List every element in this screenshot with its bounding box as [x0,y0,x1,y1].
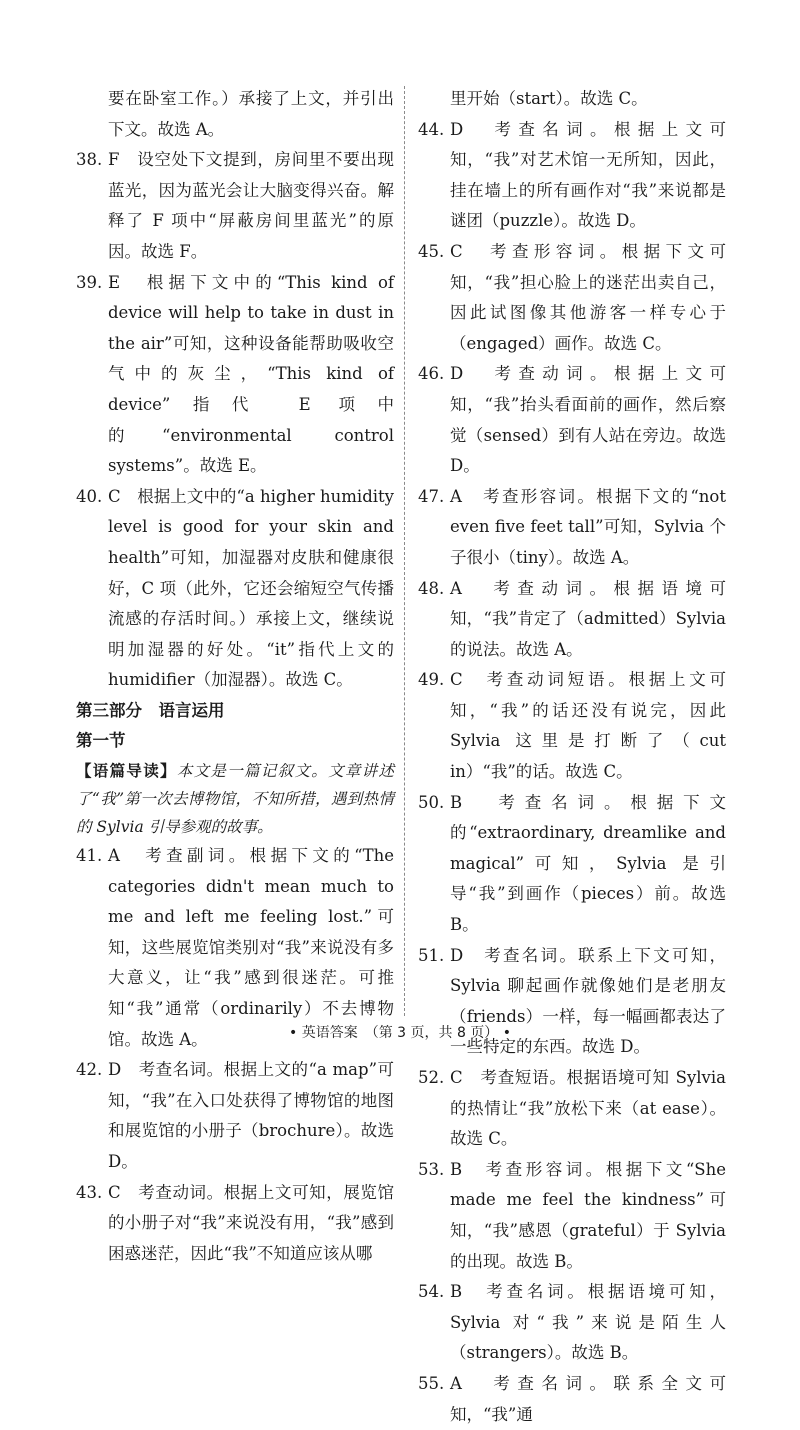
item-number: 41. [76,846,103,866]
answer-item-45 [418,237,726,359]
item-text: A 考查名词。联系全文可知，“我”通 [450,1373,726,1424]
item-number: 46. [418,364,445,384]
item-number: 39. [76,272,103,292]
item-text: B 考查名词。根据语境可知，Sylvia 对“我”来说是陌生人（strangers）。故选 B。 [450,1282,726,1363]
item-number: 55. [418,1373,445,1393]
answer-item-39 [76,268,394,482]
answer-item-43 [76,1178,394,1270]
item-number: 40. [76,486,103,506]
sub-section-title: 第一节 [76,731,126,751]
item-number: 52. [418,1068,445,1087]
item-text: B 考查形容词。根据下文“She made me feel the kindness”可知，“我”感恩（grateful）于 Sylvia 的出现。故选 B。 [450,1159,726,1271]
answer-item-47 [418,482,726,574]
item-text: A 考查副词。根据下文的“The categories didn't mean much to me and left me feeling lost.”可知，这些展览馆类别对“我”来说没有多大意义，让“我”感到很迷茫。可推知“我”通常（ordinarily）不去博物馆。故选 A。 [108,846,394,1049]
answer-item-38 [76,145,394,267]
reading-guide-tag: 【语篇导读】 [76,762,177,781]
item-number: 38. [76,150,103,170]
item-number: 54. [418,1282,445,1302]
answer-item-51 [418,941,726,1063]
item-number: 43. [76,1182,103,1202]
item-text: A 考查动词。根据语境可知，“我”肯定了（admitted）Sylvia 的说法。故选 A。 [450,578,726,659]
left-column [76,84,394,1269]
item-text: D 考查名词。联系上下文可知，Sylvia 聊起画作就像她们是老朋友（friends）一样，每一幅画都表达了一些特定的东西。故选 D。 [450,945,726,1057]
item-text: D 考查动词。根据上文可知，“我”抬头看面前的画作，然后察觉（sensed）到有人站在旁边。故选 D。 [450,364,726,476]
answer-item-42 [76,1055,394,1177]
answer-item-54 [418,1277,726,1369]
item-number: 44. [418,119,445,139]
q43-continuation: 里开始（start）。故选 C。 [450,89,648,108]
answer-item-52 [418,1063,726,1155]
item-text: A 考查形容词。根据下文的“not even five feet tall”可知，Sylvia 个子很小（tiny）。故选 A。 [450,486,726,567]
item-text: C 考查动词。根据上文可知，展览馆的小册子对“我”来说没有用，“我”感到困惑迷茫，因此“我”不知道应该从哪 [108,1182,394,1263]
item-number: 49. [418,670,445,690]
item-text: F 设空处下文提到，房间里不要出现蓝光，因为蓝光会让大脑变得兴奋。解释了 F 项中“屏蔽房间里蓝光”的原因。故选 F。 [108,150,394,261]
right-column [418,84,726,1430]
item-number: 42. [76,1060,103,1080]
answer-item-44 [418,115,726,237]
item-number: 51. [418,945,445,965]
answer-item-40 [76,482,394,696]
section-title: 第三部分 语言运用 [76,700,225,720]
reading-guide-text: 本文是一篇记叙文。文章讲述了“我”第一次去博物馆，不知所措，遇到热情的 Sylvia 引导参观的故事。 [76,762,394,837]
answer-item-53 [418,1155,726,1277]
column-divider [404,86,405,1016]
item-number: 53. [418,1159,445,1179]
item-number: 47. [418,486,445,506]
answer-item-46 [418,359,726,481]
item-text: E 根据下文中的“This kind of device will help to take in dust in the air”可知，这种设备能帮助吸收空气中的灰尘，“This kind of device”指代 E 项中的“environmental control systems”。故选 E。 [108,272,394,476]
item-text: D 考查名词。根据上文的“a map”可知，“我”在入口处获得了博物馆的地图和展览馆的小册子（brochure）。故选 D。 [108,1060,394,1171]
item-text: B 考查名词。根据下文的“extraordinary, dreamlike and magical”可知，Sylvia 是引导“我”到画作（pieces）前。故选 B。 [450,792,726,935]
item-number: 50. [418,792,445,812]
item-number: 48. [418,578,445,598]
answer-item-50 [418,788,726,941]
page-footer: • 英语答案 （第 3 页，共 8 页） • [288,1025,512,1041]
item-number: 45. [418,241,445,261]
item-text: D 考查名词。根据上文可知，“我”对艺术馆一无所知，因此，挂在墙上的所有画作对“我”来说都是谜团（puzzle）。故选 D。 [450,119,726,231]
reading-guide [76,757,394,841]
q37-continuation: 要在卧室工作。）承接了上文，并引出下文。故选 A。 [108,89,394,139]
item-text: C 考查短语。根据语境可知 Sylvia 的热情让“我”放松下来（at ease）。故选 C。 [450,1068,726,1149]
item-text: C 考查形容词。根据下文可知，“我”担心脸上的迷茫出卖自己，因此试图像其他游客一样专心于（engaged）画作。故选 C。 [450,241,726,353]
item-text: C 根据上文中的“a higher humidity level is good for your skin and health”可知，加湿器对皮肤和健康很好，C 项（此外，它还会缩短空气传播流感的存活时间。）承接上文，继续说明加湿器的好处。“it”指代上文的 humidifier（加湿器）。故选 C。 [108,486,394,690]
answer-item-55 [418,1369,726,1430]
item-text: C 考查动词短语。根据上文可知，“我”的话还没有说完，因此 Sylvia 这里是打断了（cut in）“我”的话。故选 C。 [450,670,726,782]
answer-item-49 [418,665,726,787]
answer-item-48 [418,574,726,666]
